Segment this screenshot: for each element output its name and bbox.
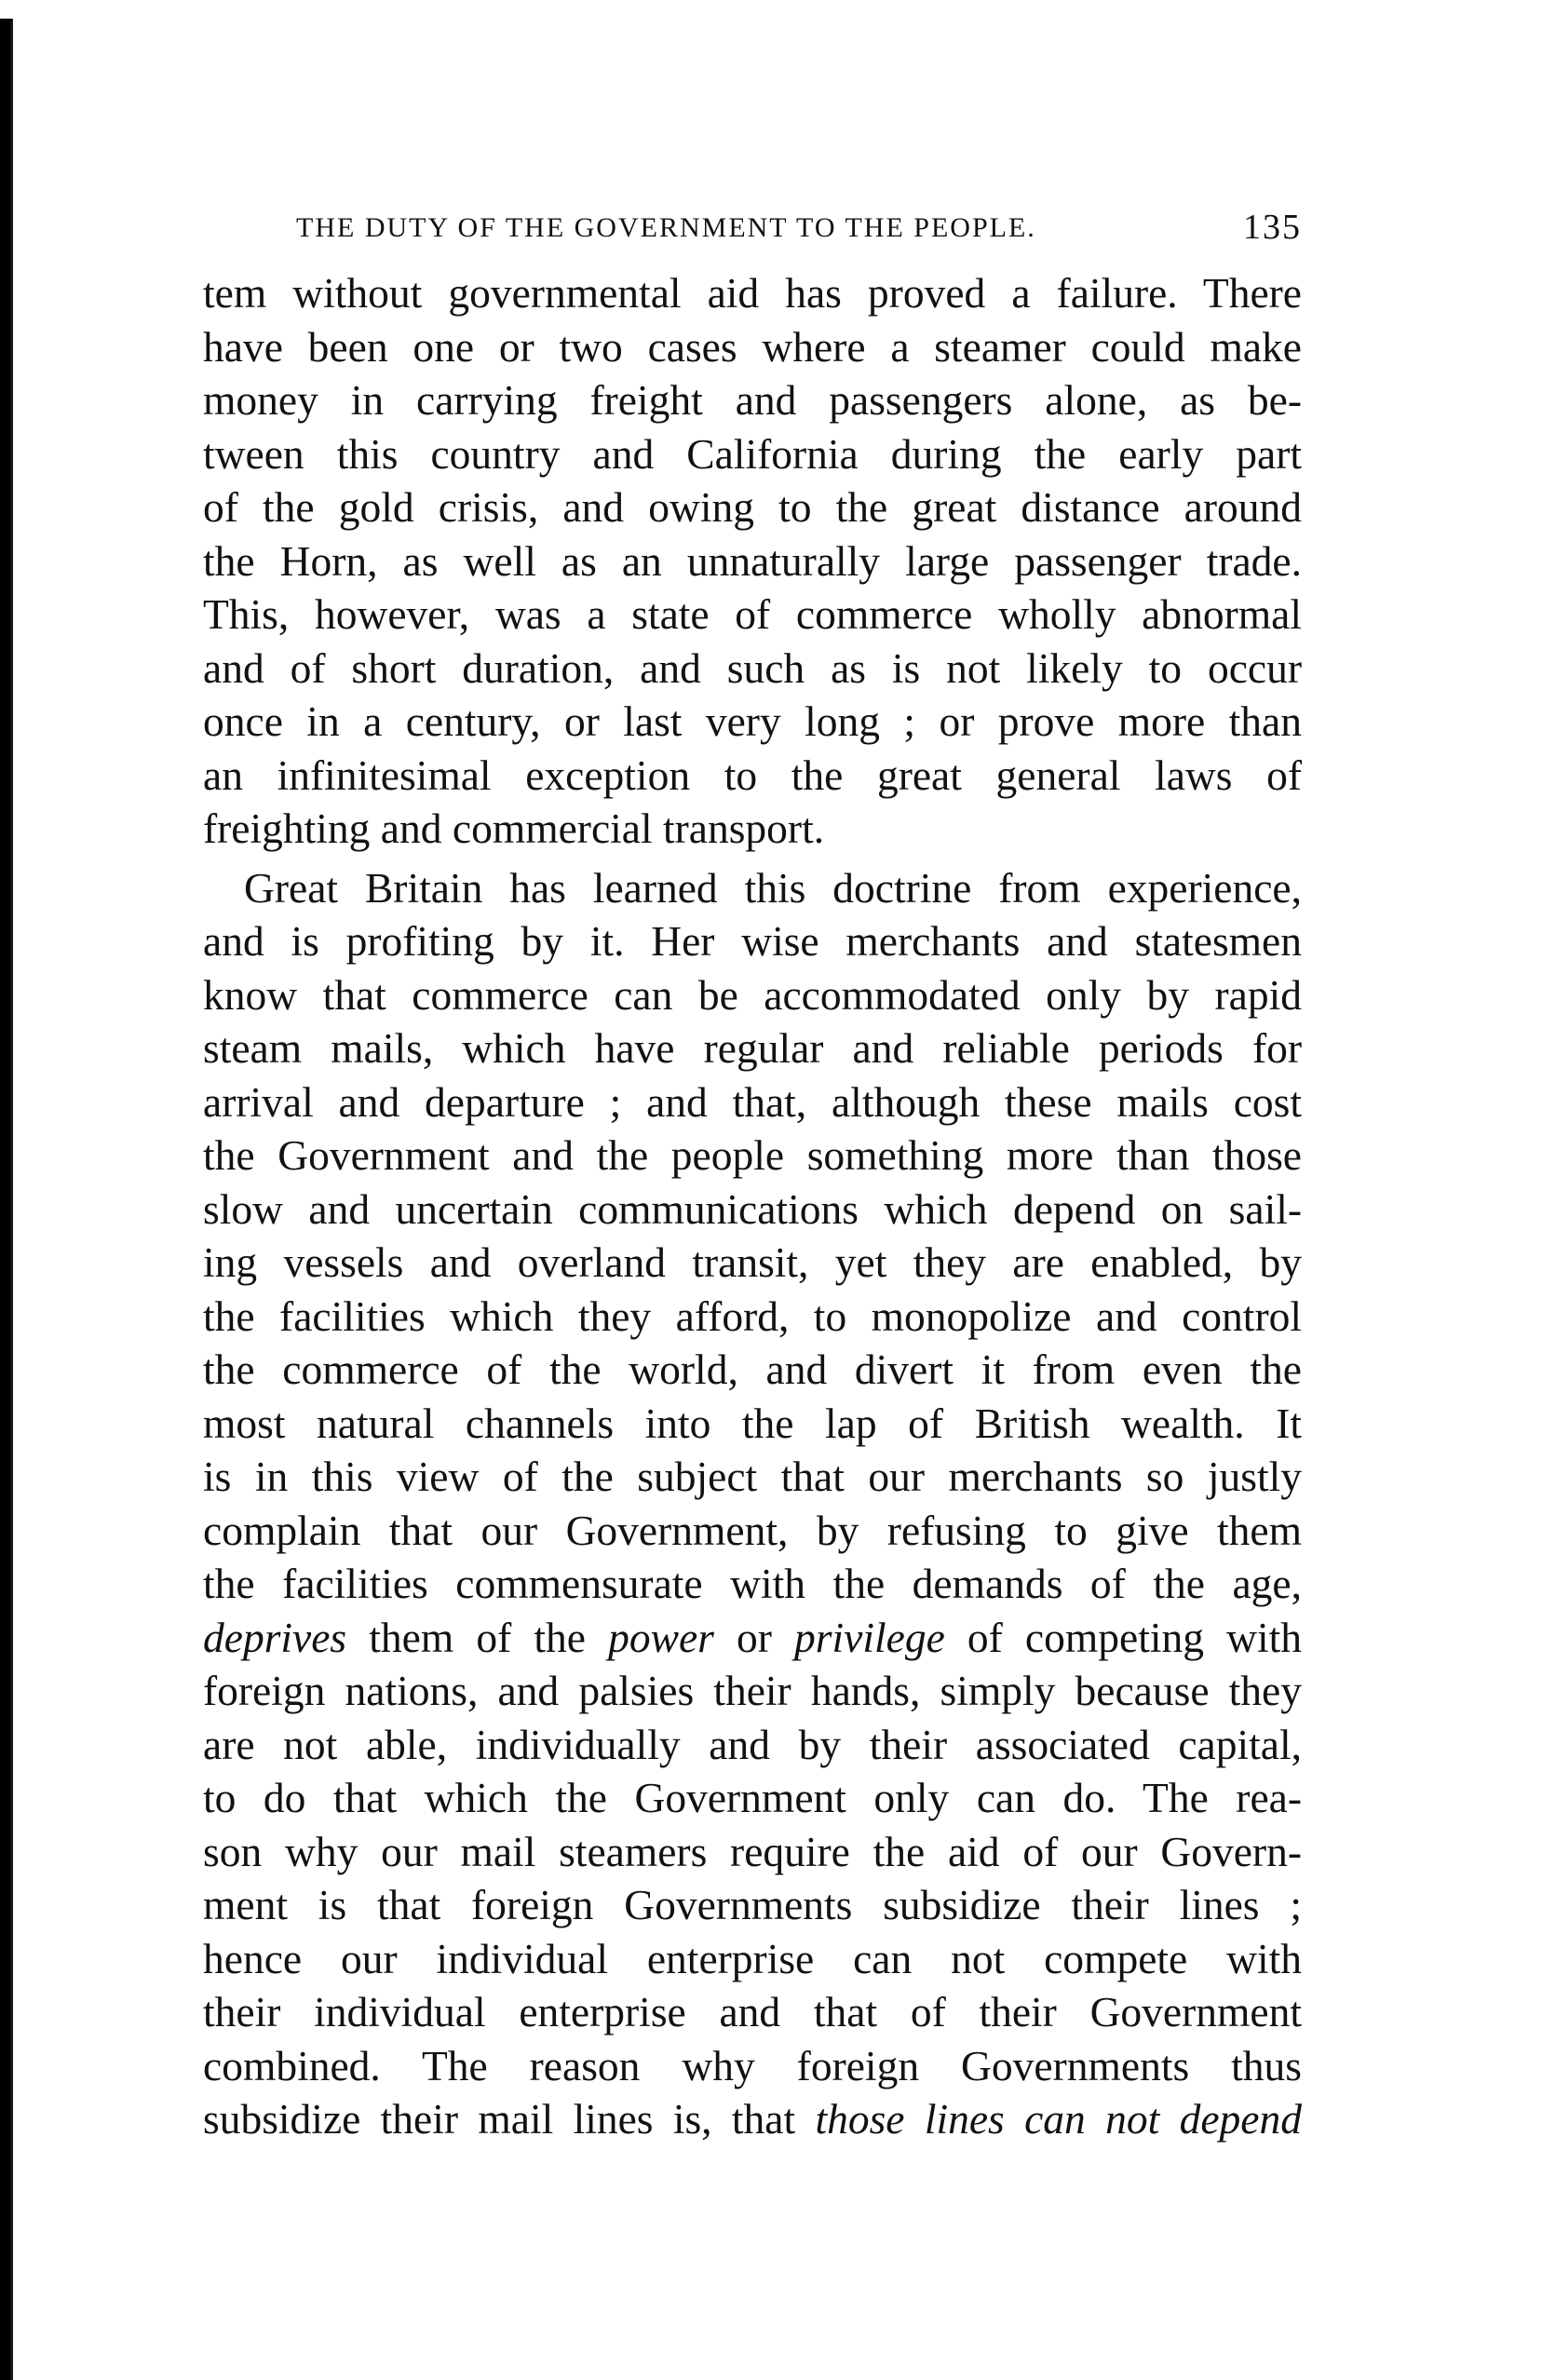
text-span: subsidize their mail lines is, that	[203, 2095, 816, 2143]
text-line: Great Britain has learned this doctrine from experience,	[244, 863, 1302, 912]
text-line: the commerce of the world, and divert it from even the	[203, 1346, 1302, 1393]
italic-text: those lines can not depend	[815, 2095, 1302, 2143]
text-line: have been one or two cases where a steamer could make	[203, 322, 1302, 371]
text-line: their individual enterprise and that of their Government	[203, 1988, 1302, 2035]
text-line-italic-mixed	[203, 2092, 1302, 2146]
italic-text: deprives	[203, 1613, 347, 1661]
text-line: This, however, was a state of commerce wholly abnormal	[203, 590, 1302, 638]
text-line: the facilities which they afford, to monopolize and control	[203, 1291, 1302, 1340]
text-line: combined. The reason why foreign Governments thus	[203, 2041, 1302, 2089]
text-line: tween this country and California during the early part	[203, 429, 1302, 478]
text-line: money in carrying freight and passengers alone, as be-	[203, 376, 1302, 424]
text-line: to do that which the Government only can do. The rea-	[203, 1774, 1302, 1821]
text-line: complain that our Government, by refusing to give them	[203, 1506, 1302, 1554]
text-line: ment is that foreign Governments subsidize their lines ;	[203, 1881, 1302, 1928]
text-line: the Horn, as well as an unnaturally large passenger trade.	[203, 536, 1302, 585]
text-line: the facilities commensurate with the demands of the age,	[203, 1560, 1302, 1607]
book-page	[203, 186, 1302, 2146]
paragraph-2	[203, 861, 1302, 2146]
text-line: hence our individual enterprise can not compete with	[203, 1934, 1302, 1982]
text-line: ing vessels and overland transit, yet they are enabled, by	[203, 1238, 1302, 1286]
text-line: is in this view of the subject that our merchants so justly	[203, 1453, 1302, 1500]
text-line: of the gold crisis, and owing to the great distance around	[203, 483, 1302, 531]
running-head-title: THE DUTY OF THE GOVERNMENT TO THE PEOPLE.	[296, 212, 1036, 243]
text-line: an infinitesimal exception to the great general laws of	[203, 751, 1302, 799]
text-line: tem without governmental aid has proved a failure. There	[203, 269, 1302, 317]
text-line: the Government and the people something more than those	[203, 1131, 1302, 1179]
body-text	[203, 266, 1302, 2146]
italic-text: power	[608, 1613, 714, 1661]
scan-page-edge	[0, 19, 13, 2380]
text-span: them of the	[346, 1613, 609, 1661]
page-number: 135	[1243, 208, 1302, 247]
running-header	[203, 186, 1302, 247]
text-line: slow and uncertain communications which depend on sail-	[203, 1184, 1302, 1233]
paragraph-1	[203, 266, 1302, 856]
italic-text: privilege	[794, 1613, 945, 1661]
text-line: and of short duration, and such as is not likely to occur	[203, 643, 1302, 692]
text-line: foreign nations, and palsies their hands, simply because they	[203, 1667, 1302, 1714]
text-line: freighting and commercial transport.	[203, 805, 825, 852]
text-line: and is profiting by it. Her wise merchants and statesmen	[203, 917, 1302, 965]
text-line: most natural channels into the lap of British wealth. It	[203, 1399, 1302, 1447]
text-line: are not able, individually and by their associated capital,	[203, 1720, 1302, 1768]
text-span: or	[713, 1613, 795, 1661]
text-span: of competing with	[944, 1613, 1303, 1661]
text-line: arrival and departure ; and that, although these mails cost	[203, 1077, 1302, 1126]
text-line: know that commerce can be accommodated only by rapid	[203, 970, 1302, 1019]
text-line: son why our mail steamers require the aid of our Govern-	[203, 1827, 1302, 1875]
text-line: once in a century, or last very long ; or prove more than	[203, 697, 1302, 745]
text-line: steam mails, which have regular and reliable periods for	[203, 1024, 1302, 1072]
text-line-italic-mixed	[203, 1611, 1302, 1665]
